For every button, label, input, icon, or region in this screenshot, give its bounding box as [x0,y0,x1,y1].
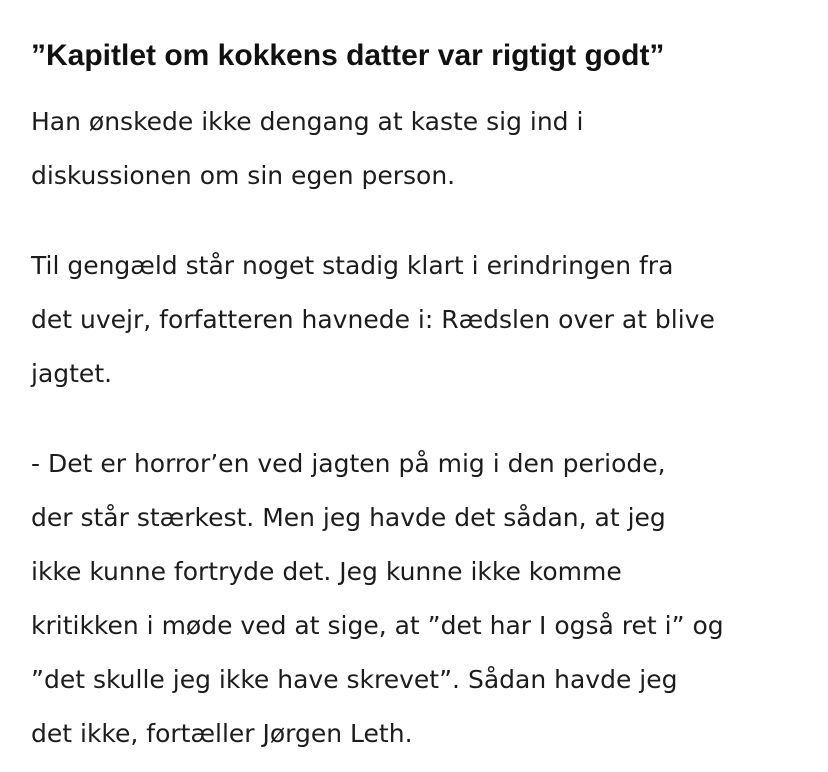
paragraph-line: ”det skulle jeg ikke have skrevet”. Sådan havde jeg [31,665,678,694]
article-body [31,30,811,761]
paragraph-line: kritikken i møde ved at sige, at ”det har I også ret i” og [31,611,724,640]
article-heading: ”Kapitlet om kokkens datter var rigtigt godt” [31,39,665,72]
paragraph-line: jagtet. [31,359,113,388]
paragraph-line: Han ønskede ikke dengang at kaste sig ind i [31,107,584,136]
paragraph-line: ikke kunne fortryde det. Jeg kunne ikke komme [31,557,622,586]
paragraph-line: Til gengæld står noget stadig klart i erindringen fra [31,251,674,280]
paragraph-line: - Det er horror’en ved jagten på mig i den periode, [31,449,666,478]
paragraph-line: det ikke, fortæller Jørgen Leth. [31,719,413,748]
paragraph-quote [31,437,811,761]
paragraph-line: diskussionen om sin egen person. [31,161,456,190]
paragraph-line: der står stærkest. Men jeg havde det sådan, at jeg [31,503,666,532]
paragraph-intro [31,95,811,203]
paragraph-line: det uvejr, forfatteren havnede i: Rædslen over at blive [31,305,715,334]
paragraph-memory [31,239,811,401]
